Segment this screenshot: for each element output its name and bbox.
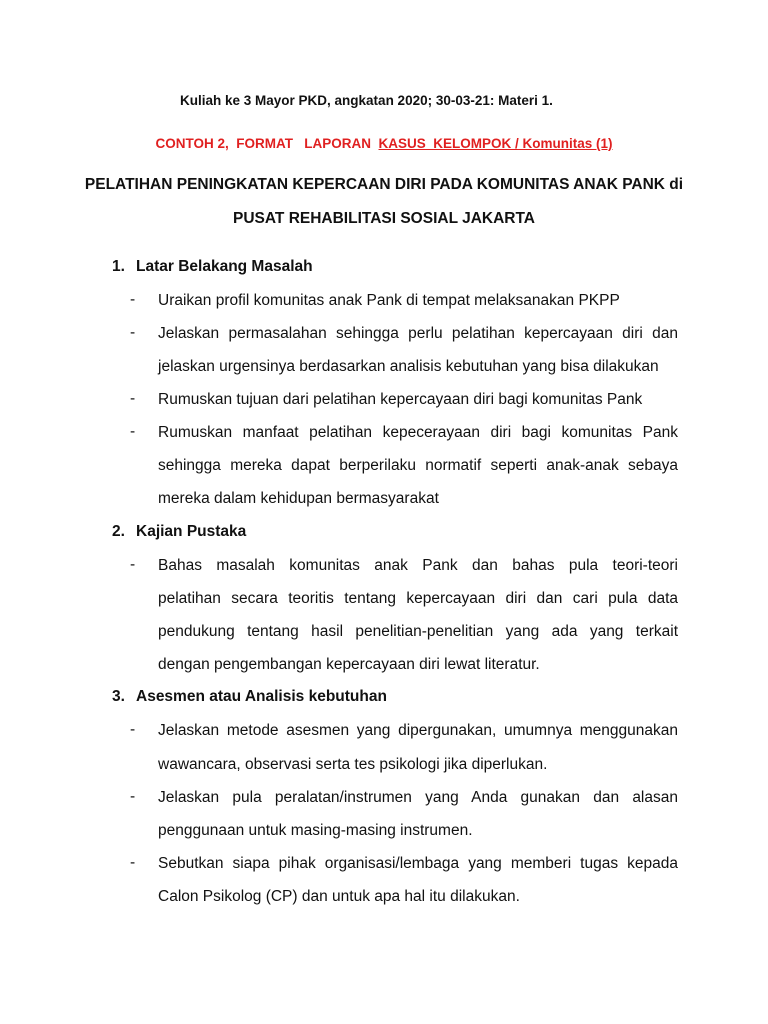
section-heading-1	[112, 258, 313, 276]
section-number: 3.	[112, 688, 125, 705]
list-item-line: Jelaskan metode asesmen yang dipergunakan, umumnya menggunakan	[158, 722, 678, 739]
section-title: Asesmen atau Analisis kebutuhan	[136, 688, 387, 705]
course-header: Kuliah ke 3 Mayor PKD, angkatan 2020; 30-03-21: Materi 1.	[180, 93, 553, 108]
list-item-line: Uraikan profil komunitas anak Pank di tempat melaksanakan PKPP	[158, 292, 620, 309]
bullet-dash: -	[130, 556, 136, 573]
list-item-line: pelatihan secara teoritis tentang kepercayaan diri dan cari pula data	[158, 590, 678, 607]
list-item-line: pendukung tentang hasil penelitian-penelitian yang ada yang terkait	[158, 623, 678, 640]
list-item-line: jelaskan urgensinya berdasarkan analisis kebutuhan yang bisa dilakukan	[158, 358, 659, 375]
list-item-line: Rumuskan manfaat pelatihan kepecerayaan diri bagi komunitas Pank	[158, 424, 678, 441]
list-item-line: Jelaskan permasalahan sehingga perlu pelatihan kepercayaan diri dan	[158, 325, 678, 342]
bullet-dash: -	[130, 721, 136, 738]
format-subtitle	[0, 136, 768, 151]
list-item-line: mereka dalam kehidupan bermasyarakat	[158, 490, 439, 507]
list-item-line: Calon Psikolog (CP) dan untuk apa hal itu dilakukan.	[158, 888, 520, 905]
section-number: 1.	[112, 258, 125, 275]
subtitle-plain: CONTOH 2, FORMAT LAPORAN	[155, 136, 379, 151]
list-item-line: dengan pengembangan kepercayaan diri lewat literatur.	[158, 656, 540, 673]
list-item-line: Rumuskan tujuan dari pelatihan kepercayaan diri bagi komunitas Pank	[158, 391, 643, 408]
section-number: 2.	[112, 523, 125, 540]
subtitle-underlined: KASUS KELOMPOK / Komunitas (1)	[378, 136, 613, 151]
section-heading-3	[112, 688, 387, 706]
bullet-dash: -	[130, 854, 136, 871]
list-item-line: Jelaskan pula peralatan/instrumen yang Anda gunakan dan alasan	[158, 789, 678, 806]
section-heading-2	[112, 523, 246, 541]
section-title: Latar Belakang Masalah	[136, 258, 313, 275]
document-title-line-1: PELATIHAN PENINGKATAN KEPERCAAN DIRI PADA KOMUNITAS ANAK PANK di	[84, 176, 684, 193]
section-title: Kajian Pustaka	[136, 523, 247, 540]
list-item-line: wawancara, observasi serta tes psikologi jika diperlukan.	[158, 756, 548, 773]
bullet-dash: -	[130, 423, 136, 440]
list-item-line: Bahas masalah komunitas anak Pank dan bahas pula teori-teori	[158, 557, 678, 574]
bullet-dash: -	[130, 788, 136, 805]
bullet-dash: -	[130, 291, 136, 308]
list-item-line: sehingga mereka dapat berperilaku normatif seperti anak-anak sebaya	[158, 457, 678, 474]
list-item-line: penggunaan untuk masing-masing instrumen.	[158, 822, 473, 839]
document-title-line-2: PUSAT REHABILITASI SOSIAL JAKARTA	[233, 210, 535, 227]
bullet-dash: -	[130, 390, 136, 407]
list-item-line: Sebutkan siapa pihak organisasi/lembaga yang memberi tugas kepada	[158, 855, 678, 872]
bullet-dash: -	[130, 324, 136, 341]
